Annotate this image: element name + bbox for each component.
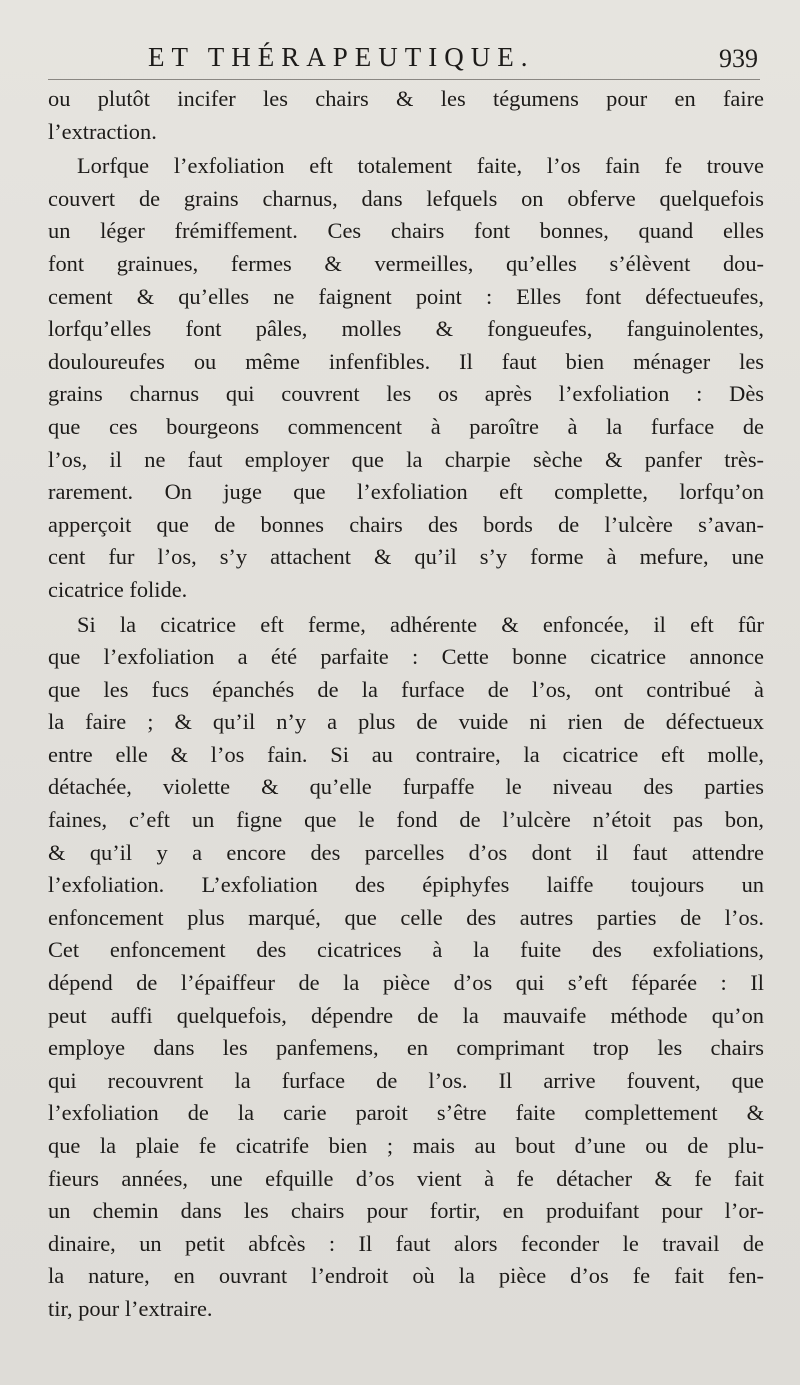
paragraph: [48, 150, 764, 606]
text-line: & qu’il y a encore des parcelles d’os dont il faut attendre: [48, 839, 764, 865]
header-rule: [48, 79, 760, 80]
text-line: ou plutôt incifer les chairs & les tégumens pour en faire: [48, 86, 764, 111]
running-head-title: ET THÉRAPEUTIQUE.: [148, 42, 535, 72]
text-line: que l’exfoliation a été parfaite : Cette bonne cicatrice annonce: [48, 644, 764, 670]
text-line: grains charnus qui couvrent les os après l’exfoliation : Dès: [48, 381, 764, 407]
text-line: que la plaie fe cicatrife bien ; mais au bout d’une ou de plu-: [48, 1133, 764, 1158]
text-line: un léger frémiffement. Ces chairs font bonnes, quand elles: [48, 218, 764, 244]
text-line: l’exfoliation de la carie paroit s’être faite complettement &: [48, 1100, 764, 1126]
text-line: font grainues, fermes & vermeilles, qu’elles s’élèvent dou-: [48, 250, 764, 276]
text-line: cent fur l’os, s’y attachent & qu’il s’y forme à mefure, une: [48, 544, 764, 570]
page-number: 939: [719, 44, 758, 73]
paragraph: [48, 609, 764, 1326]
text-line: l’extraction.: [48, 118, 157, 144]
text-line: fieurs années, une efquille d’os vient à fe détacher & fe fait: [48, 1165, 764, 1191]
text-line: cement & qu’elles ne faignent point : Elles font défectueufes,: [48, 283, 764, 309]
text-line: peut auffi quelquefois, dépendre de la mauvaife méthode qu’on: [48, 1002, 764, 1028]
text-line: faines, c’eft un figne que le fond de l’ulcère n’étoit pas bon,: [48, 807, 764, 833]
text-line: la faire ; & qu’il n’y a plus de vuide ni rien de défectueux: [48, 709, 764, 735]
text-line: enfoncement plus marqué, que celle des autres parties de l’os.: [48, 904, 764, 930]
text-line: rarement. On juge que l’exfoliation eft complette, lorfqu’on: [48, 479, 764, 505]
text-line: cicatrice folide.: [48, 576, 188, 602]
text-line: Si la cicatrice eft ferme, adhérente & enfoncée, il eft fûr: [77, 611, 764, 637]
text-line: employe dans les panfemens, en comprimant trop les chairs: [48, 1035, 764, 1061]
body-text: [48, 83, 764, 1326]
text-line: la nature, en ouvrant l’endroit où la pièce d’os fe fait fen-: [48, 1263, 764, 1289]
text-line: tir, pour l’extraire.: [48, 1295, 213, 1321]
text-line: détachée, violette & qu’elle furpaffe le niveau des parties: [48, 774, 764, 800]
text-line: couvert de grains charnus, dans lefquels on obferve quelquefois: [48, 185, 764, 211]
text-line: dépend de l’épaiffeur de la pièce d’os qui s’eft féparée : Il: [48, 970, 764, 996]
text-line: l’os, il ne faut employer que la charpie sèche & panfer très-: [48, 446, 764, 472]
text-line: Lorfque l’exfoliation eft totalement faite, l’os fain fe trouve: [77, 153, 764, 179]
text-line: l’exfoliation. L’exfoliation des épiphyfes laiffe toujours un: [48, 872, 764, 898]
text-line: dinaire, un petit abfcès : Il faut alors feconder le travail de: [48, 1230, 764, 1256]
text-line: douloureufes ou même infenfibles. Il faut bien ménager les: [48, 348, 764, 374]
text-line: que ces bourgeons commencent à paroître à la furface de: [48, 413, 764, 439]
paragraph: [48, 83, 764, 148]
text-line: un chemin dans les chairs pour fortir, en produifant pour l’or-: [48, 1198, 764, 1224]
text-line: Cet enfoncement des cicatrices à la fuite des exfoliations,: [48, 937, 764, 963]
text-line: apperçoit que de bonnes chairs des bords de l’ulcère s’avan-: [48, 511, 764, 537]
text-line: entre elle & l’os fain. Si au contraire, la cicatrice eft molle,: [48, 741, 764, 767]
running-head: [48, 42, 760, 76]
text-line: que les fucs épanchés de la furface de l’os, ont contribué à: [48, 676, 764, 702]
text-line: lorfqu’elles font pâles, molles & fongueufes, fanguinolentes,: [48, 316, 764, 342]
text-line: qui recouvrent la furface de l’os. Il arrive fouvent, que: [48, 1067, 764, 1093]
